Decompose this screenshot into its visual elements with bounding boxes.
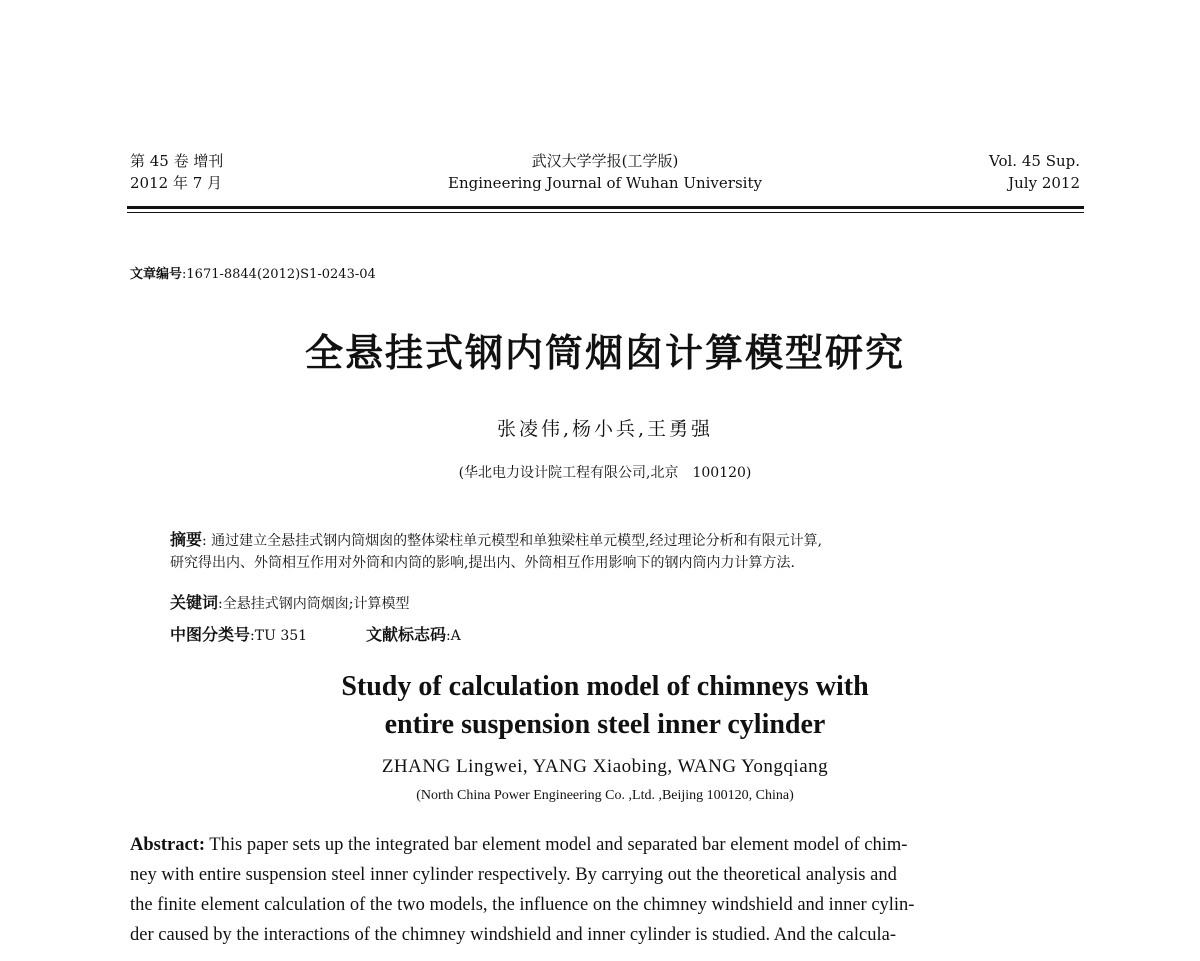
header-rule-thin <box>127 212 1084 213</box>
chinese-authors: 张凌伟,杨小兵,王勇强 <box>496 418 714 440</box>
journal-volume-en <box>900 150 1080 194</box>
english-abstract <box>130 830 1085 950</box>
english-abstract-label: Abstract: <box>130 835 206 855</box>
journal-name <box>420 150 790 194</box>
doc-code-value: :A <box>445 628 461 644</box>
volume-issue: 第 45 卷 增刊 <box>130 152 224 170</box>
chinese-abstract <box>170 529 1070 574</box>
classification-row <box>170 624 1070 647</box>
english-title <box>130 668 1080 744</box>
english-title-line: Study of calculation model of chimneys with <box>341 671 869 702</box>
chinese-abstract-line: 研究得出内、外筒相互作用对外筒和内筒的影响,提出内、外筒相互作用影响下的钢内筒内力计算方法. <box>170 555 795 571</box>
journal-volume-info <box>130 150 390 194</box>
article-number <box>130 263 376 282</box>
chinese-abstract-line: : 通过建立全悬挂式钢内筒烟囱的整体梁柱单元模型和单独梁柱单元模型,经过理论分析和有限元计算, <box>202 533 823 549</box>
english-abstract-line: This paper sets up the integrated bar element model and separated bar element model of chim- <box>205 835 908 855</box>
chinese-affiliation: (华北电力设计院工程有限公司,北京 100120) <box>458 465 752 481</box>
clc-label: 中图分类号 <box>170 625 251 644</box>
english-abstract-line: ney with entire suspension steel inner cylinder respectively. By carrying out the theoretical analysis and <box>130 865 897 885</box>
journal-name-en: Engineering Journal of Wuhan University <box>448 174 762 192</box>
publication-date-en: July 2012 <box>1008 174 1080 192</box>
english-abstract-line: the finite element calculation of the two models, the influence on the chimney windshield and inner cylin- <box>130 895 915 915</box>
clc-value: :TU 351 <box>250 628 308 644</box>
keywords-label: 关键词 <box>170 593 219 612</box>
article-number-value: :1671-8844(2012)S1-0243-04 <box>182 267 376 282</box>
article-number-label: 文章编号 <box>130 267 183 282</box>
volume-en: Vol. 45 Sup. <box>989 152 1080 170</box>
journal-name-cn: 武汉大学学报(工学版) <box>531 152 679 170</box>
english-abstract-line: der caused by the interactions of the chimney windshield and inner cylinder is studied. And the calcula- <box>130 925 896 945</box>
chinese-title: 全悬挂式钢内筒烟囱计算模型研究 <box>304 331 905 375</box>
header-rule-thick <box>127 206 1084 209</box>
english-authors: ZHANG Lingwei, YANG Xiaobing, WANG Yongqiang <box>381 756 829 777</box>
chinese-keywords <box>170 592 1070 615</box>
publication-date-cn: 2012 年 7 月 <box>130 174 223 192</box>
english-affiliation: (North China Power Engineering Co. ,Ltd. ,Beijing 100120, China) <box>416 788 794 803</box>
chinese-abstract-label: 摘要 <box>170 530 203 549</box>
doc-code-label: 文献标志码 <box>365 625 446 644</box>
keywords-value: :全悬挂式钢内筒烟囱;计算模型 <box>218 596 410 612</box>
english-title-line: entire suspension steel inner cylinder <box>384 709 826 740</box>
